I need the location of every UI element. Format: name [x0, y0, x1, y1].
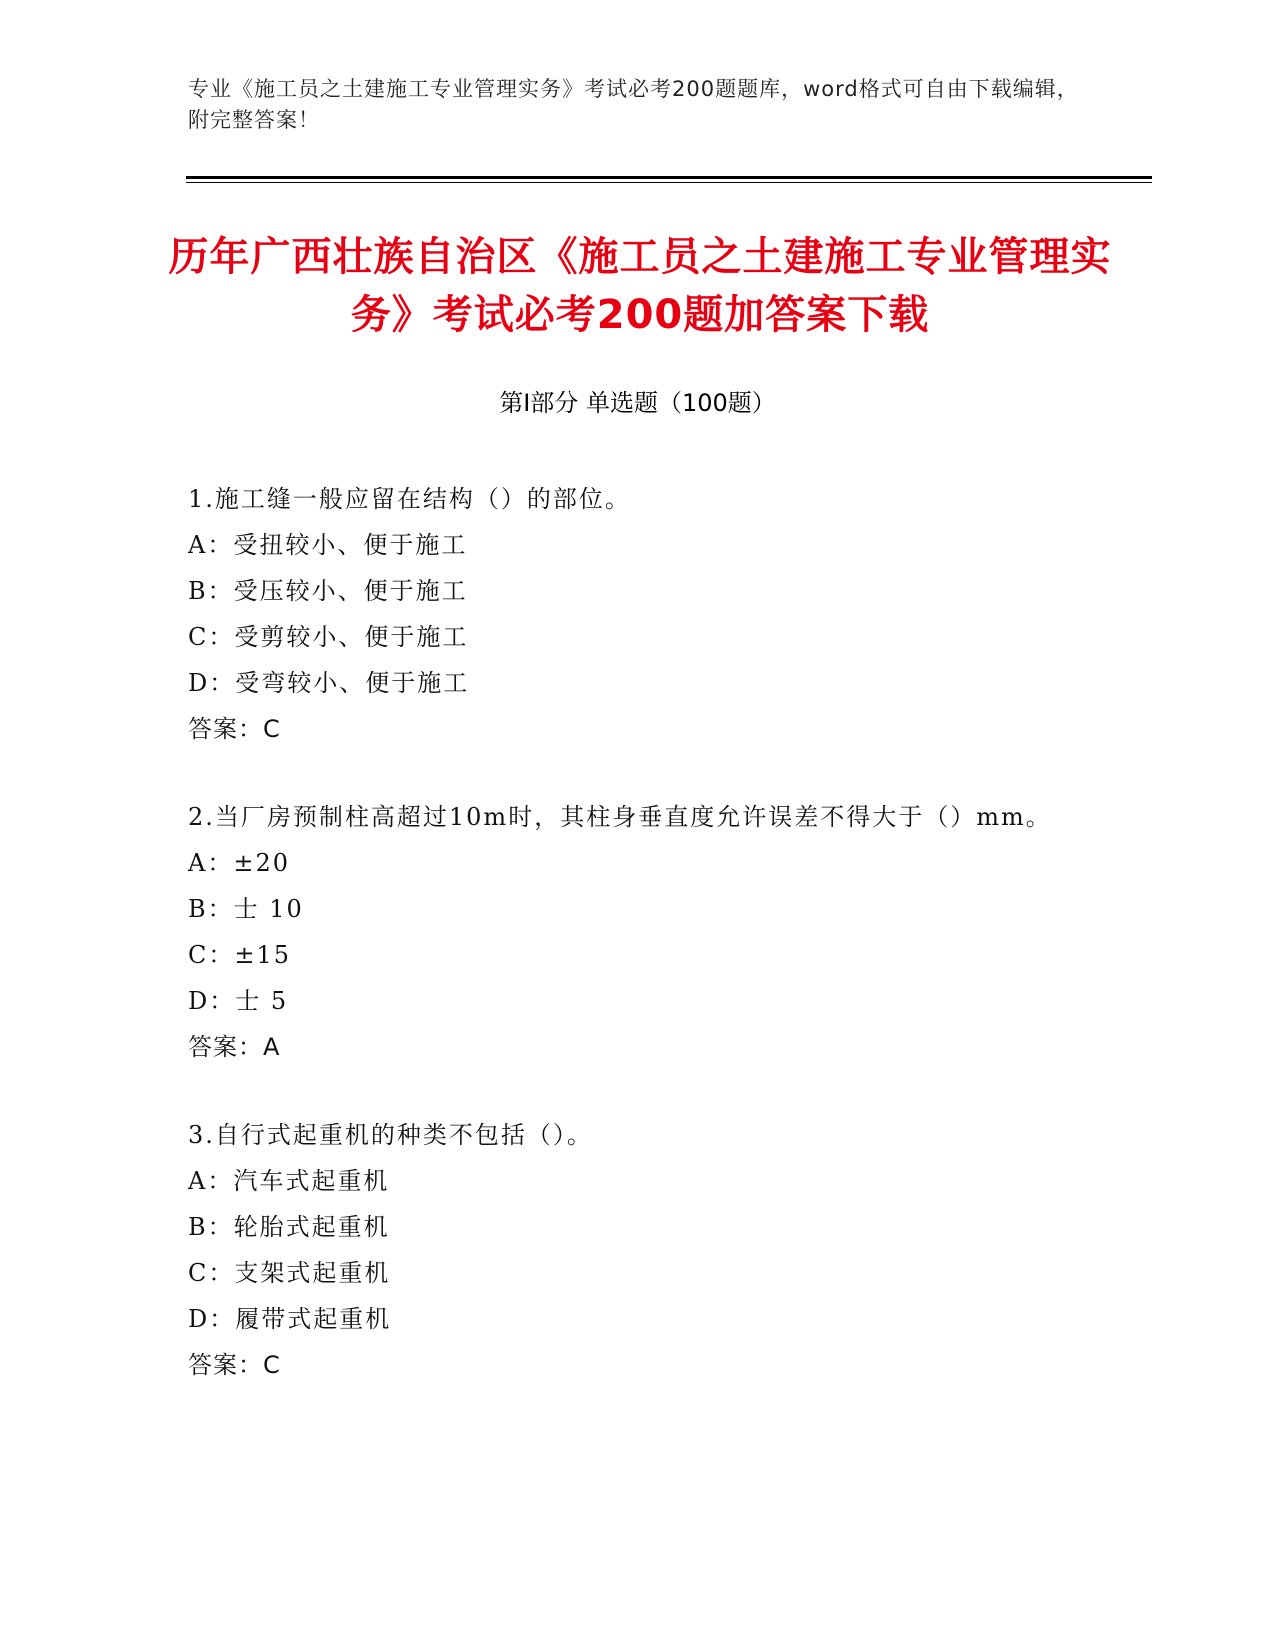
question-1 — [188, 476, 1088, 752]
option-d: D：士 5 — [188, 987, 289, 1015]
header-divider-thin — [186, 182, 1152, 183]
question-stem: 3.自行式起重机的种类不包括（）。 — [188, 1121, 593, 1149]
option-b: B：轮胎式起重机 — [188, 1213, 390, 1241]
option-c: C：受剪较小、便于施工 — [188, 623, 469, 651]
answer: 答案：A — [188, 1033, 281, 1061]
question-stem: 1.施工缝一般应留在结构（）的部位。 — [188, 485, 631, 513]
option-b: B：士 10 — [188, 895, 304, 923]
option-d: D：履带式起重机 — [188, 1305, 392, 1333]
option-a: A：±20 — [188, 849, 290, 877]
option-a: A：受扭较小、便于施工 — [188, 531, 468, 559]
section-heading: 第Ⅰ部分 单选题（100题） — [499, 389, 776, 417]
question-list — [188, 476, 1088, 1430]
option-a: A：汽车式起重机 — [188, 1167, 390, 1195]
question-stem: 2.当厂房预制柱高超过10m时，其柱身垂直度允许误差不得大于（）mm。 — [188, 803, 1052, 831]
document-title: 历年广西壮族自治区《施工员之土建施工专业管理实务》考试必考200题加答案下载 — [168, 234, 1112, 338]
option-b: B：受压较小、便于施工 — [188, 577, 468, 605]
option-c: C：±15 — [188, 941, 292, 969]
question-2 — [188, 794, 1088, 1070]
header-note: 专业《施工员之土建施工专业管理实务》考试必考200题题库，word格式可自由下载编辑，附完整答案！ — [188, 77, 1079, 132]
question-3 — [188, 1112, 1088, 1388]
answer: 答案：C — [188, 715, 281, 743]
option-d: D：受弯较小、便于施工 — [188, 669, 470, 697]
answer: 答案：C — [188, 1351, 281, 1379]
option-c: C：支架式起重机 — [188, 1259, 391, 1287]
header-divider-thick — [186, 176, 1152, 179]
